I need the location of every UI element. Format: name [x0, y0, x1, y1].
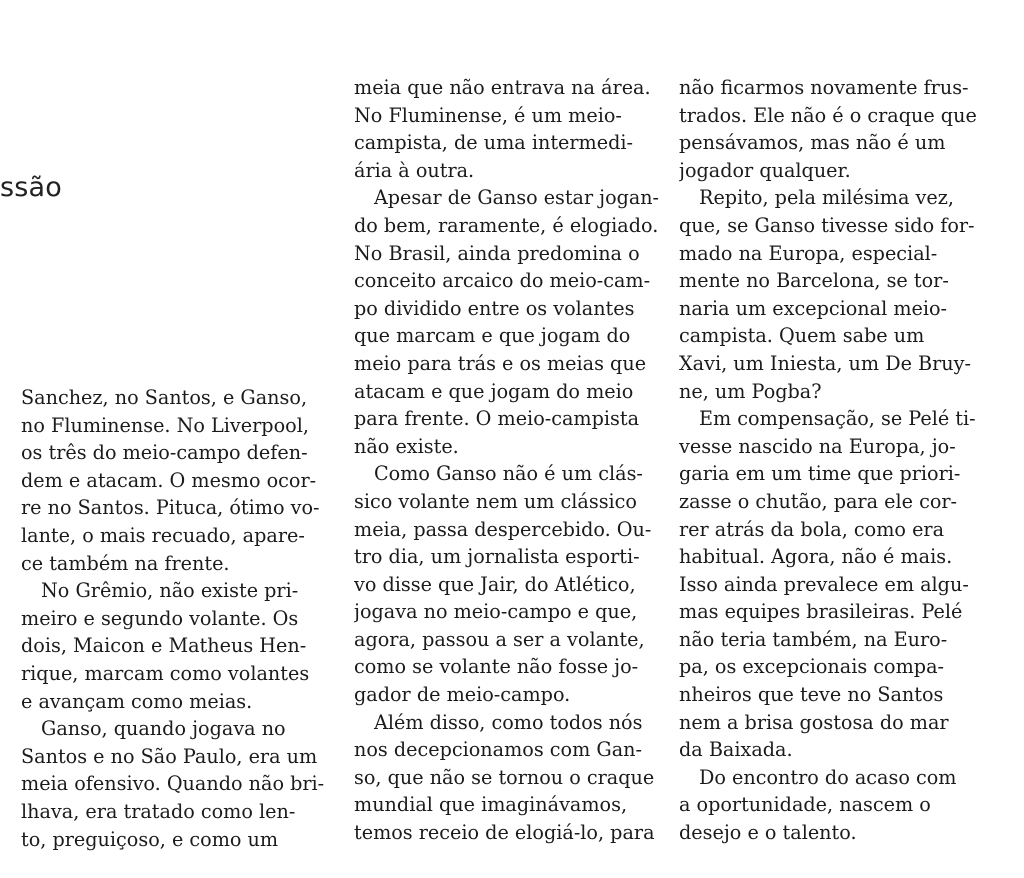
text-line: jogava no meio-campo e que, [354, 600, 638, 624]
paragraph-start-line: Apesar de Ganso estar jogan- [374, 186, 659, 210]
text-line: que marcam e que jogam do [354, 324, 631, 348]
text-line: lante, o mais recuado, apare- [21, 523, 305, 547]
text-line: campista, de uma intermedi- [354, 131, 634, 155]
headline-fragment: ssão [0, 172, 62, 203]
text-line: habitual. Agora, não é mais. [679, 545, 953, 569]
text-line: rique, marcam como volantes [21, 661, 310, 685]
article-column-1 [21, 384, 331, 853]
text-line: lhava, era tratado como len- [21, 799, 296, 823]
text-line: re no Santos. Pituca, ótimo vo- [21, 496, 320, 520]
text-line: garia em um time que priori- [679, 462, 961, 486]
text-line: rer atrás da bola, como era [679, 517, 945, 541]
text-line: gador de meio-campo. [354, 683, 571, 707]
article-column-2 [354, 74, 659, 847]
text-line: meio para trás e os meias que [354, 351, 647, 375]
text-line: sico volante nem um clássico [354, 489, 637, 513]
text-line: como se volante não fosse jo- [354, 655, 639, 679]
text-line: ce também na frente. [21, 551, 230, 575]
text-line: que, se Ganso tivesse sido for- [679, 213, 975, 237]
text-line: vesse nascido na Europa, jo- [679, 434, 956, 458]
text-line: não existe. [354, 434, 459, 458]
paragraph-start-line: Do encontro do acaso com [699, 765, 957, 789]
text-line: tro dia, um jornalista esporti- [354, 545, 640, 569]
text-line: zasse o chutão, para ele cor- [679, 489, 958, 513]
text-line: mundial que imaginávamos, [354, 793, 628, 817]
text-line: No Brasil, ainda predomina o [354, 241, 640, 265]
text-line: vo disse que Jair, do Atlético, [354, 572, 636, 596]
paragraph-start-line: No Grêmio, não existe pri- [41, 579, 299, 603]
text-line: campista. Quem sabe um [679, 324, 925, 348]
text-line: Xavi, um Iniesta, um De Bruy- [679, 351, 971, 375]
paragraph-start-line: Repito, pela milésima vez, [699, 186, 954, 210]
text-line: jogador qualquer. [679, 158, 851, 182]
text-line: mado na Europa, especial- [679, 241, 938, 265]
paragraph-start-line: Em compensação, se Pelé ti- [699, 407, 976, 431]
text-line: dem e atacam. O mesmo ocor- [21, 468, 317, 492]
text-line: naria um excepcional meio- [679, 296, 948, 320]
text-line: os três do meio-campo defen- [21, 441, 308, 465]
text-line: mente no Barcelona, se tor- [679, 269, 949, 293]
text-line: do bem, raramente, é elogiado. [354, 213, 659, 237]
text-line: conceito arcaico do meio-cam- [354, 269, 651, 293]
text-line: e avançam como meias. [21, 689, 253, 713]
text-line: temos receio de elogiá-lo, para [354, 821, 655, 845]
text-line: pa, os excepcionais compa- [679, 655, 944, 679]
text-line: atacam e que jogam do meio [354, 379, 634, 403]
text-line: desejo e o talento. [679, 821, 857, 845]
text-line: não teria também, na Euro- [679, 627, 948, 651]
text-line: Santos e no São Paulo, era um [21, 744, 318, 768]
article-column-3 [679, 74, 984, 847]
text-line: no Fluminense. No Liverpool, [21, 413, 309, 437]
paragraph-start-line: Como Ganso não é um clás- [374, 462, 643, 486]
text-line: a oportunidade, nascem o [679, 793, 931, 817]
text-line: Isso ainda prevalece em algu- [679, 572, 969, 596]
text-line: nheiros que teve no Santos [679, 683, 944, 707]
paragraph-start-line: Ganso, quando jogava no [41, 717, 286, 741]
text-line: nem a brisa gostosa do mar [679, 710, 949, 734]
text-line: to, preguiçoso, e como um [21, 827, 279, 851]
text-line: meiro e segundo volante. Os [21, 606, 299, 630]
text-line: meia que não entrava na área. [354, 76, 651, 99]
text-line: trados. Ele não é o craque que [679, 103, 977, 127]
text-line: agora, passou a ser a volante, [354, 627, 645, 651]
text-line: dois, Maicon e Matheus Hen- [21, 634, 307, 658]
text-line: nos decepcionamos com Gan- [354, 738, 642, 762]
text-line: meia ofensivo. Quando não bri- [21, 772, 325, 796]
text-line: da Baixada. [679, 738, 793, 762]
text-line: mas equipes brasileiras. Pelé [679, 600, 963, 624]
text-line: pensávamos, mas não é um [679, 131, 946, 155]
text-line: po dividido entre os volantes [354, 296, 635, 320]
paragraph-start-line: Além disso, como todos nós [374, 710, 643, 734]
text-line: so, que não se tornou o craque [354, 765, 655, 789]
text-line: para frente. O meio-campista [354, 407, 640, 431]
text-line: meia, passa despercebido. Ou- [354, 517, 652, 541]
text-line: ne, um Pogba? [679, 379, 822, 403]
text-line: No Fluminense, é um meio- [354, 103, 622, 127]
text-line: não ficarmos novamente frus- [679, 76, 969, 99]
text-line: ária à outra. [354, 158, 475, 182]
text-line: Sanchez, no Santos, e Ganso, [21, 386, 308, 409]
